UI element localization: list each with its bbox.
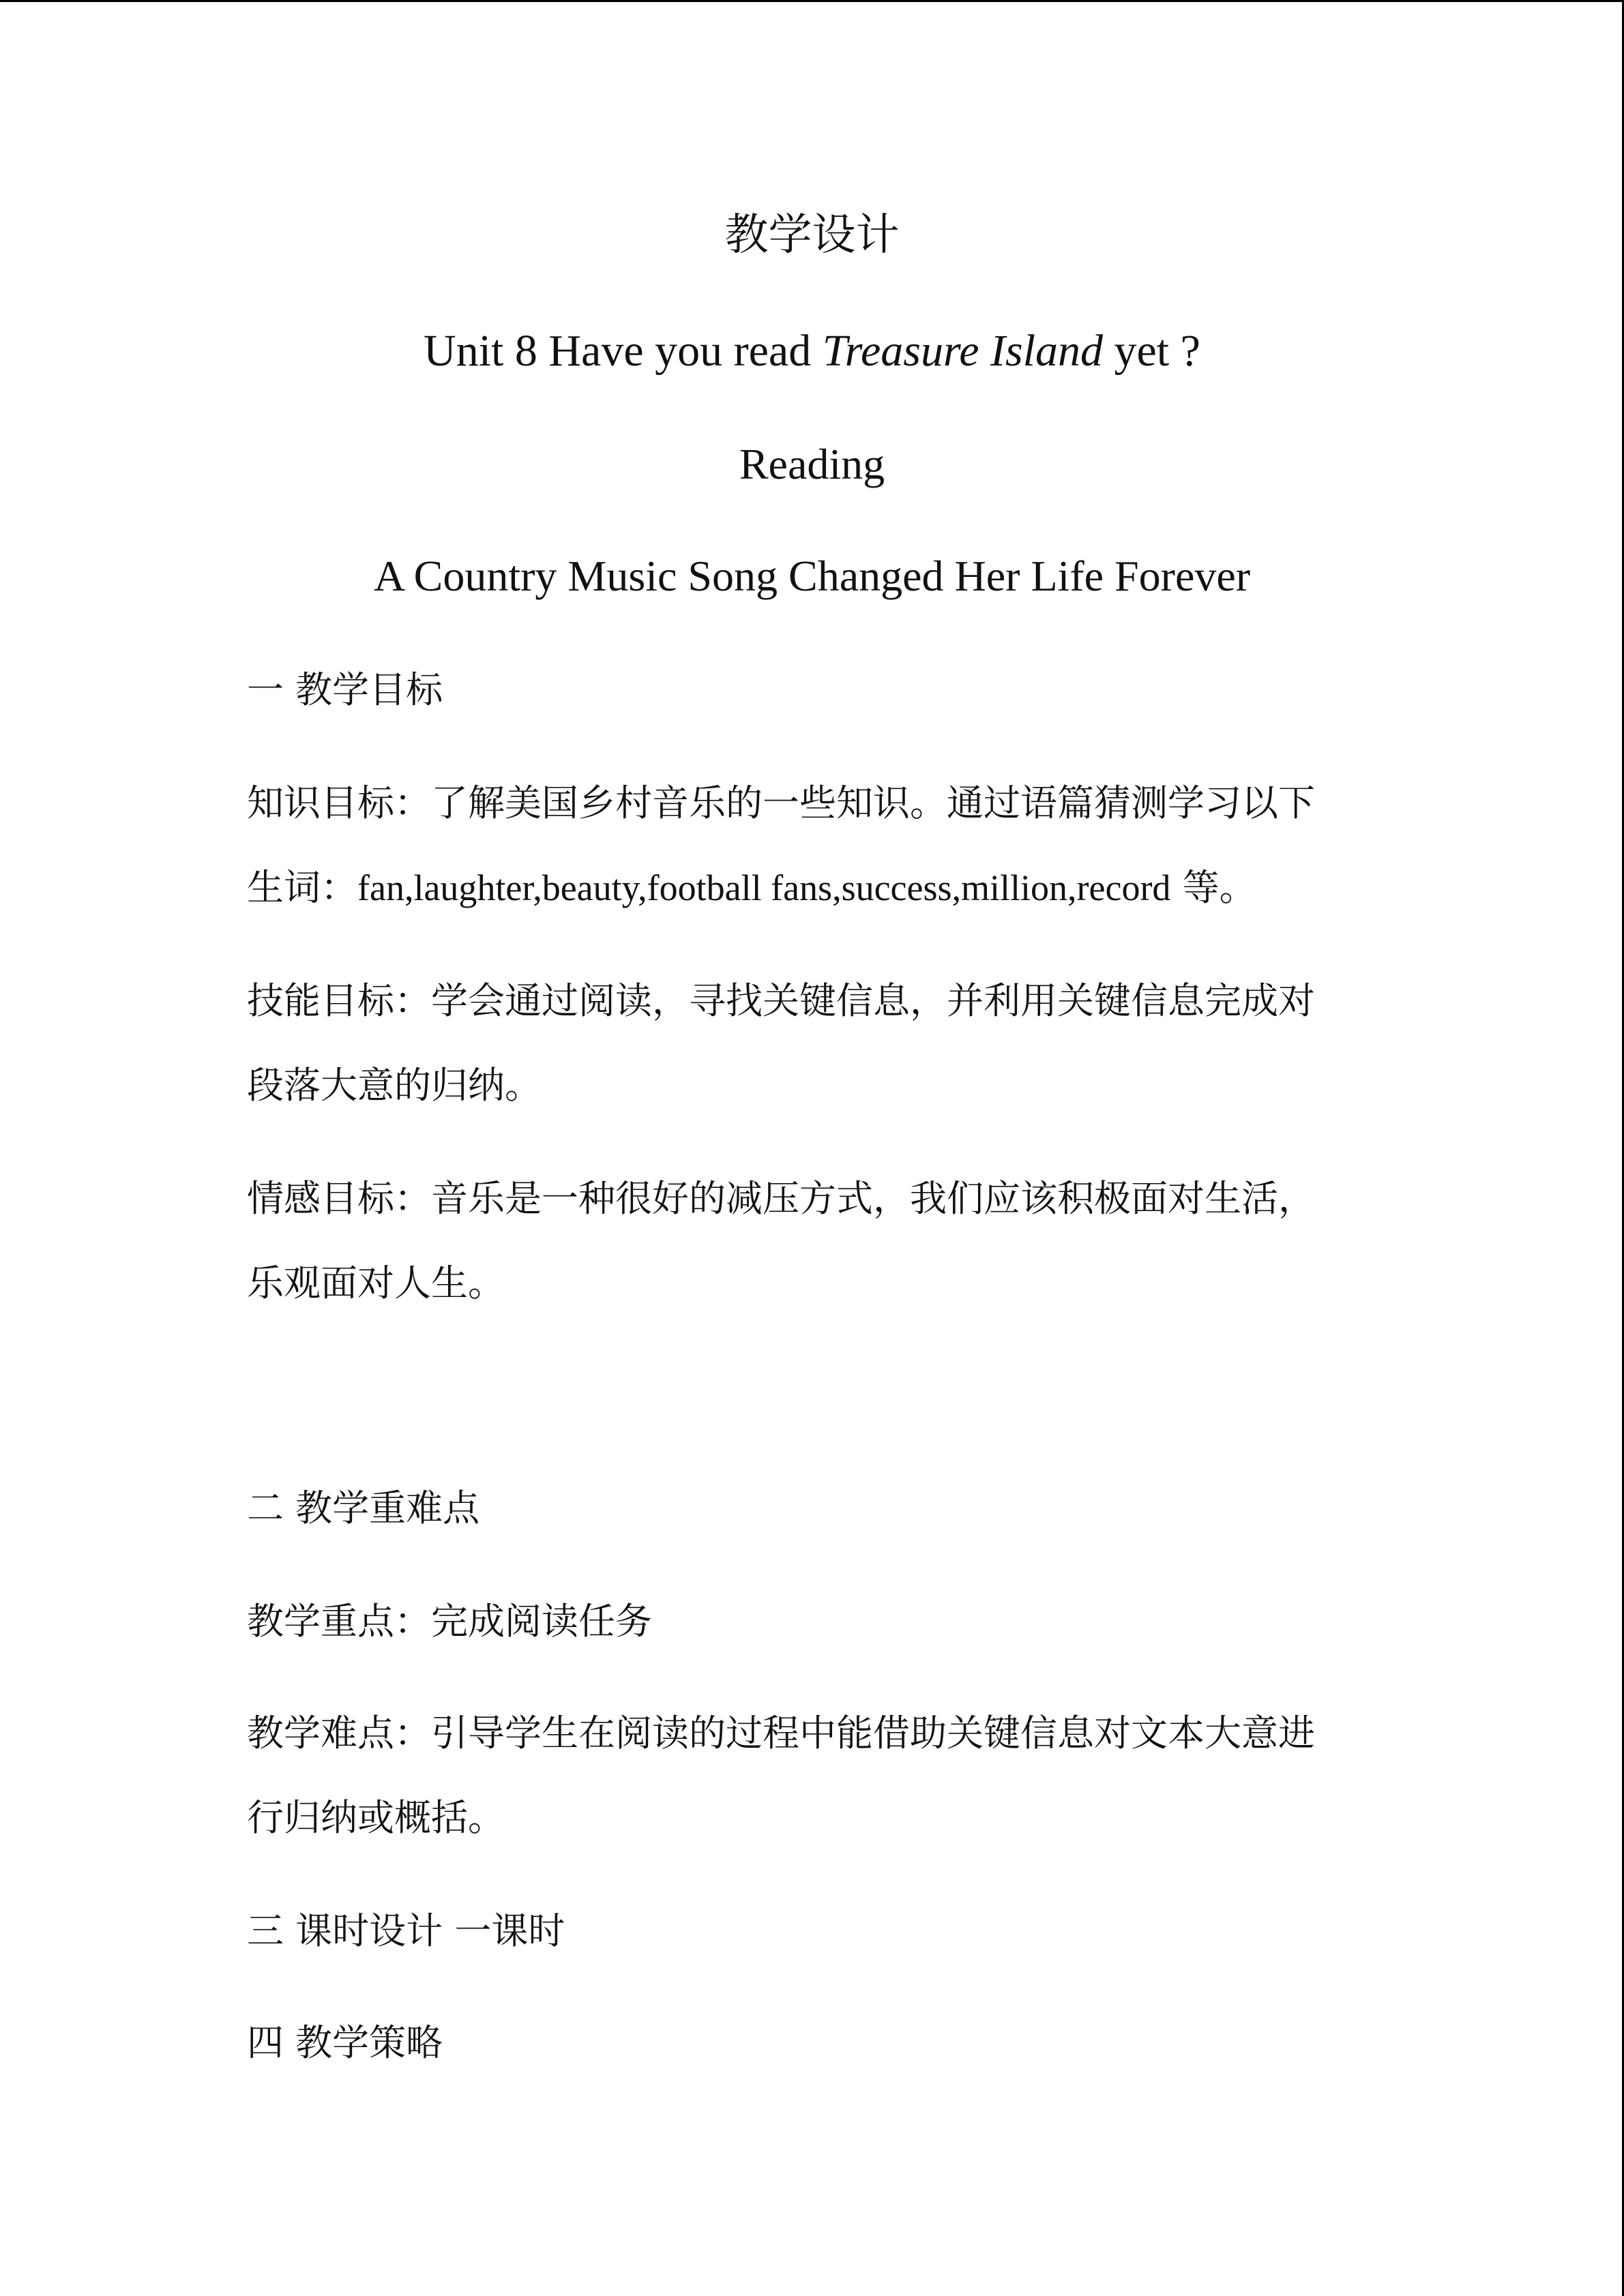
knowledge-objective-line2 [247, 861, 1393, 915]
unit-title [0, 320, 1624, 382]
unit-title-book: Treasure Island [822, 326, 1104, 376]
emotion-objective-line1: 情感目标：音乐是一种很好的减压方式，我们应该积极面对生活， [247, 1177, 1315, 1220]
lesson-title: A Country Music Song Changed Her Life Forever [373, 552, 1251, 600]
key-point: 教学重点：完成阅读任务 [247, 1600, 652, 1643]
document-title: 教学设计 [724, 210, 900, 260]
section-label: Reading [739, 440, 885, 488]
difficulty-line2: 行归纳或概括。 [247, 1796, 505, 1839]
knowledge-vocab-words: fan,laughter,beauty,football fans,success,million,record [357, 867, 1171, 908]
heading-lesson-design: 三 课时设计 一课时 [247, 1909, 565, 1952]
skill-objective-line2: 段落大意的归纳。 [247, 1064, 542, 1107]
heading-teaching-strategy: 四 教学策略 [247, 2021, 443, 2064]
unit-title-suffix: yet ? [1103, 326, 1200, 376]
heading-key-difficult-points: 二 教学重难点 [247, 1487, 480, 1530]
difficulty-line1: 教学难点：引导学生在阅读的过程中能借助关键信息对文本大意进 [247, 1712, 1315, 1755]
unit-title-prefix: Unit 8 Have you read [424, 326, 823, 376]
knowledge-vocab-prefix: 生词： [247, 866, 357, 909]
emotion-objective-line2: 乐观面对人生。 [247, 1262, 505, 1304]
skill-objective-line1: 技能目标：学会通过阅读，寻找关键信息，并利用关键信息完成对 [247, 979, 1315, 1022]
knowledge-objective-line1: 知识目标：了解美国乡村音乐的一些知识。通过语篇猜测学习以下 [247, 781, 1315, 824]
knowledge-vocab-suffix: 等。 [1170, 866, 1256, 909]
heading-teaching-objectives: 一 教学目标 [247, 668, 443, 711]
